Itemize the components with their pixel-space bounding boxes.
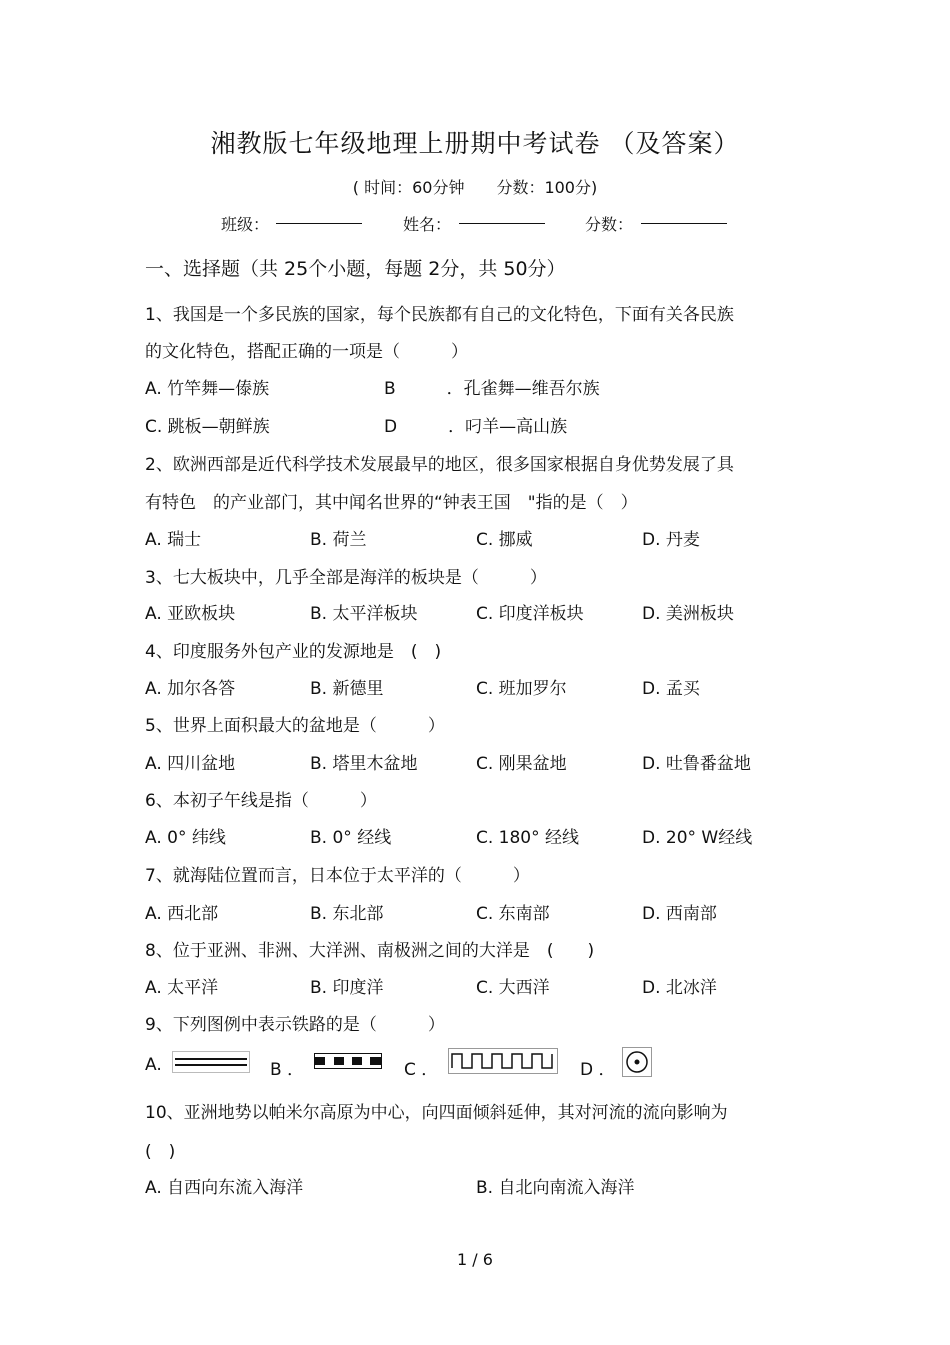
q4-option-a: A. 加尔各答 [145,679,236,699]
q6-option-b: B. 0° 经线 [310,828,392,848]
page-title: 湘教版七年级地理上册期中考试卷 （及答案） [210,129,740,158]
q7-option-c: C. 东南部 [476,904,550,924]
q5-option-c: C. 刚果盆地 [476,754,567,774]
q3-option-a: A. 亚欧板块 [145,604,236,624]
question-2-line-2: 有特色 的产业部门，其中闻名世界的“钟表王国 "指的是（ ） [145,493,638,513]
q7-option-b: B. 东北部 [310,904,384,924]
q10-option-b: B. 自北向南流入海洋 [476,1178,635,1198]
section-heading: 一、选择题（共 25个小题，每题 2分，共 50分） [145,258,566,280]
name-label: 姓名： [403,215,452,234]
q4-option-d: D. 孟买 [642,679,700,699]
q9-option-a: A. [145,1055,162,1075]
boundary-wave-legend-icon [448,1048,558,1074]
q1-option-c: C. 跳板—朝鲜族 [145,417,270,437]
q2-option-b: B. 荷兰 [310,530,367,550]
q2-option-d: D. 丹麦 [642,530,700,550]
question-9: 9、下列图例中表示铁路的是（ ） [145,1015,445,1035]
question-10-line-1: 10、亚洲地势以帕米尔高原为中心，向四面倾斜延伸，其对河流的流向影响为 [145,1103,728,1123]
q9-option-d: D ． [580,1060,616,1080]
q3-option-d: D. 美洲板块 [642,604,734,624]
q4-option-c: C. 班加罗尔 [476,679,567,699]
question-5: 5、世界上面积最大的盆地是（ ） [145,716,445,736]
question-4: 4、印度服务外包产业的发源地是 ( ) [145,642,442,662]
q9-option-b: B ． [270,1060,305,1080]
q2-option-c: C. 挪威 [476,530,533,550]
question-8: 8、位于亚洲、非洲、大洋洲、南极洲之间的大洋是 ( ) [145,941,595,961]
exam-info: ( 时间：60分钟 分数：100分) [352,178,598,197]
class-blank [276,223,362,224]
q8-option-b: B. 印度洋 [310,978,384,998]
question-6: 6、本初子午线是指（ ） [145,791,377,811]
q5-option-d: D. 吐鲁番盆地 [642,754,751,774]
capital-city-legend-icon [622,1047,652,1077]
question-10-line-2: ( ) [145,1142,176,1162]
q4-option-b: B. 新德里 [310,679,384,699]
question-7: 7、就海陆位置而言，日本位于太平洋的（ ） [145,866,530,886]
score-label: 分数： [585,215,634,234]
q7-option-d: D. 西南部 [642,904,717,924]
question-3: 3、七大板块中，几乎全部是海洋的板块是（ ） [145,568,547,588]
q10-option-a: A. 自西向东流入海洋 [145,1178,304,1198]
q8-option-d: D. 北冰洋 [642,978,717,998]
q7-option-a: A. 西北部 [145,904,219,924]
q9-option-c: C ． [404,1060,439,1080]
question-1-line-1: 1、我国是一个多民族的国家，每个民族都有自己的文化特色，下面有关各民族 [145,305,734,325]
page-number: 1 / 6 [457,1250,493,1269]
class-label: 班级： [221,215,270,234]
score-blank [641,223,727,224]
question-1-line-2: 的文化特色，搭配正确的一项是（ ） [145,342,468,362]
q6-option-c: C. 180° 经线 [476,828,580,848]
q6-option-a: A. 0° 纬线 [145,828,226,848]
q8-option-c: C. 大西洋 [476,978,550,998]
q1-option-a: A. 竹竿舞—傣族 [145,379,270,399]
double-line-legend-icon [172,1051,250,1073]
question-2-line-1: 2、欧洲西部是近代科学技术发展最早的地区，很多国家根据自身优势发展了具 [145,455,734,475]
name-blank [459,223,545,224]
q1-option-d: D ．叼羊—高山族 [384,417,568,437]
railway-legend-icon [314,1053,382,1069]
q3-option-c: C. 印度洋板块 [476,604,584,624]
q5-option-a: A. 四川盆地 [145,754,236,774]
q1-option-b: B ．孔雀舞—维吾尔族 [384,379,600,399]
q5-option-b: B. 塔里木盆地 [310,754,418,774]
q3-option-b: B. 太平洋板块 [310,604,418,624]
q8-option-a: A. 太平洋 [145,978,219,998]
q2-option-a: A. 瑞士 [145,530,202,550]
q6-option-d: D. 20° W经线 [642,828,753,848]
